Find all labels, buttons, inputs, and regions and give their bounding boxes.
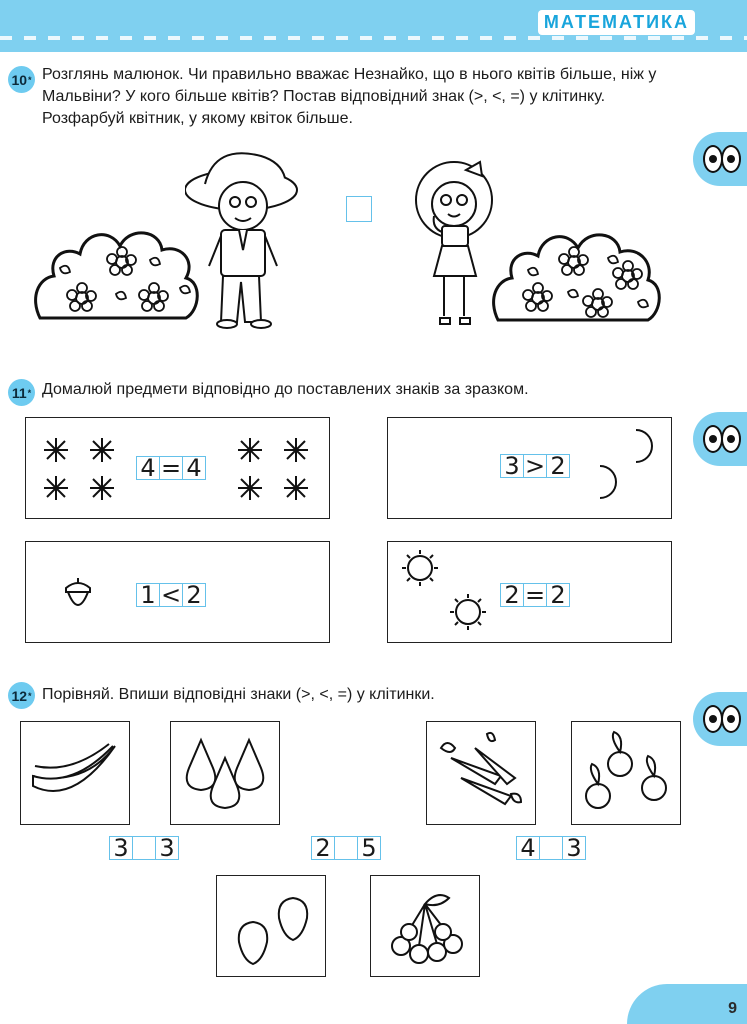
- neznayko-figure: [185, 150, 305, 332]
- beets-icon: [580, 728, 672, 818]
- task-number: 12 *: [8, 682, 35, 709]
- picture-box: [426, 721, 536, 825]
- sign-cell[interactable]: [133, 836, 156, 860]
- flowerbed-right[interactable]: [488, 220, 666, 328]
- left-value: 4: [136, 456, 160, 480]
- task-number: 11 *: [8, 379, 35, 406]
- bananas-icon: [29, 736, 121, 808]
- left-value: 3: [109, 836, 133, 860]
- task-number: 10 *: [8, 66, 35, 93]
- right-value: 2: [547, 454, 570, 478]
- moon-icon: [586, 426, 666, 510]
- right-value: 5: [358, 836, 381, 860]
- picture-box: [571, 721, 681, 825]
- picture-box: [370, 875, 480, 977]
- cherries-icon: [379, 884, 471, 968]
- left-value: 2: [311, 836, 335, 860]
- sign: =: [160, 454, 182, 482]
- sun-icon: [390, 546, 490, 638]
- comparison-cells[interactable]: [500, 454, 570, 478]
- comparison-cells[interactable]: [311, 836, 381, 860]
- comparison-cells[interactable]: [109, 836, 179, 860]
- snowflake-icon: [40, 432, 120, 504]
- comparison-cells[interactable]: [500, 583, 570, 607]
- task11-box[interactable]: [387, 541, 672, 643]
- picture-box: [216, 875, 326, 977]
- answer-cell[interactable]: [346, 196, 372, 222]
- sign: <: [160, 581, 182, 609]
- right-value: 3: [156, 836, 179, 860]
- task11-box[interactable]: [25, 541, 330, 643]
- right-value: 3: [563, 836, 586, 860]
- right-value: 4: [183, 456, 206, 480]
- carrots-icon: [431, 728, 531, 818]
- picture-box: [20, 721, 130, 825]
- section-title: МАТЕМАТИКА: [538, 10, 695, 35]
- task-instruction: Домалюй предмети відповідно до поставлених знаків за зразком.: [42, 381, 529, 398]
- right-value: 2: [547, 583, 570, 607]
- comparison-cells[interactable]: [136, 456, 206, 480]
- sign: =: [524, 581, 546, 609]
- snowflake-icon: [234, 432, 314, 504]
- strawberries-icon: [223, 886, 319, 966]
- page-number: 9: [728, 1000, 737, 1017]
- sign-cell[interactable]: [335, 836, 358, 860]
- side-face-icon: [693, 412, 747, 466]
- comparison-cells[interactable]: [136, 583, 206, 607]
- acorn-icon: [60, 574, 96, 614]
- left-value: 1: [136, 583, 160, 607]
- right-value: 2: [183, 583, 206, 607]
- pears-icon: [181, 732, 271, 814]
- sign-cell[interactable]: [540, 836, 563, 860]
- left-value: 2: [500, 583, 524, 607]
- left-value: 4: [516, 836, 540, 860]
- comparison-cells[interactable]: [516, 836, 586, 860]
- side-face-icon: [693, 692, 747, 746]
- flowerbed-left[interactable]: [30, 218, 202, 328]
- task-instruction: Розглянь малюнок. Чи правильно вважає Незнайко, що в нього квітів більше, ніж у Мальвіни? У кого більше квітів? Постав відповідний знак (>, <, =) у клітинку. Розфарбуй квітник, у якому квіток більше.: [42, 66, 657, 127]
- task11-box[interactable]: [387, 417, 672, 519]
- picture-box: [170, 721, 280, 825]
- task-instruction: Порівняй. Впиши відповідні знаки (>, <, =) у клітинки.: [42, 686, 435, 703]
- side-face-icon: [693, 132, 747, 186]
- task11-box[interactable]: [25, 417, 330, 519]
- left-value: 3: [500, 454, 524, 478]
- sign: >: [524, 452, 546, 480]
